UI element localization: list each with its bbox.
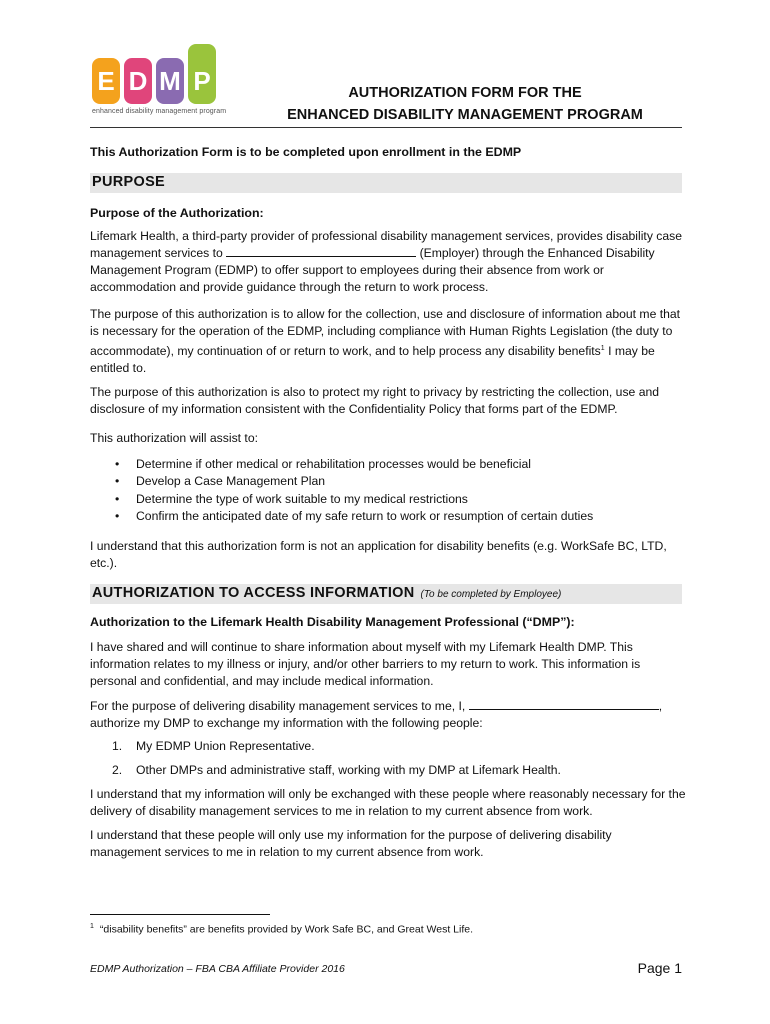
purpose-paragraph-4: This authorization will assist to:	[90, 431, 258, 445]
logo-letter-p: P	[193, 66, 211, 96]
list-item: • Determine if other medical or rehabilitation processes would be beneficial	[90, 456, 593, 473]
purpose-subheading: Purpose of the Authorization:	[90, 206, 264, 220]
logo-letter-d: D	[128, 66, 148, 96]
footnote-ref: 1	[600, 345, 605, 352]
purpose-paragraph-3: The purpose of this authorization is also to protect my right to privacy by restricting the collection, use and disclosure of my information consistent with the Confidentiality Policy that forms part of the EDMP.	[90, 385, 660, 416]
list-item: • Confirm the anticipated date of my safe return to work or resumption of certain duties	[90, 508, 593, 525]
purpose-section-header	[90, 173, 682, 193]
people-list	[90, 738, 561, 786]
form-title	[250, 82, 680, 126]
purpose-paragraph-1	[90, 228, 686, 296]
authorization-paragraph-4: I understand that these people will only use my information for the purpose of delivering disability management services to me in relation to my current absence from work.	[90, 828, 612, 859]
list-item	[90, 738, 561, 762]
authorization-heading	[92, 585, 561, 601]
authorization-section-header	[90, 584, 682, 604]
authorization-paragraph-1: I have shared and will continue to share information about myself with my Lifemark Health DMP. This information relates to my illness or injury, and/or other barriers to my return to work. This information is personal and confidential, and may include medical information.	[90, 640, 641, 688]
purpose-paragraph-5: I understand that this authorization form is not an application for disability benefits (e.g. WorkSafe BC, LTD, etc.).	[90, 539, 667, 570]
employee-name-blank-field[interactable]	[469, 698, 659, 710]
authorization-subheading: Authorization to the Lifemark Health Disability Management Professional (“DMP”):	[90, 615, 575, 629]
footnote-divider	[90, 914, 270, 915]
list-item: • Develop a Case Management Plan	[90, 473, 593, 490]
footnote	[90, 923, 473, 936]
authorization-heading-text: AUTHORIZATION TO ACCESS INFORMATION	[92, 585, 415, 601]
list-text: Other DMPs and administrative staff, working with my DMP at Lifemark Health.	[136, 763, 561, 777]
purpose-p2-text-a: The purpose of this authorization is to allow for the collection, use and disclosure of information about me that is necessary for the operation of the EDMP, including compliance with Human Rights Legislation (the duty to accommodate), my continuation of or return to work, and to help process any disability benefits	[90, 307, 681, 359]
authorization-paragraph-3: I understand that my information will only be exchanged with these people where reasonably necessary for the delivery of disability management services to me in relation to my current absence from work.	[90, 787, 686, 818]
list-number: 2.	[112, 763, 123, 777]
authorization-paragraph-2	[90, 698, 686, 732]
purpose-p2-text-b: I may be entitled to.	[90, 344, 655, 376]
assist-list	[90, 456, 593, 526]
purpose-paragraph-2	[90, 306, 686, 377]
authorization-p2-text-c: authorize my DMP to exchange my information with the following people:	[90, 716, 483, 730]
purpose-p1-text-b: (Employer) through the Enhanced Disability Management Program (EDMP) to offer support to employees during their absence from work or accommodation and provide guidance through the return to work process.	[90, 246, 655, 294]
employer-blank-field[interactable]	[226, 245, 416, 257]
form-title-line2: ENHANCED DISABILITY MANAGEMENT PROGRAM	[287, 107, 643, 123]
logo-letter-e: E	[97, 66, 115, 96]
footer-document-id: EDMP Authorization – FBA CBA Affiliate Provider 2016	[90, 963, 345, 975]
list-text: My EDMP Union Representative.	[136, 739, 315, 753]
footnote-number: 1	[90, 923, 94, 930]
authorization-p2-comma: ,	[658, 699, 663, 713]
authorization-heading-note: (To be completed by Employee)	[420, 589, 562, 600]
list-item: • Determine the type of work suitable to my medical restrictions	[90, 491, 593, 508]
form-title-line1: AUTHORIZATION FORM FOR THE	[348, 85, 582, 101]
list-item	[90, 762, 561, 786]
logo-tagline: enhanced disability management program	[92, 108, 227, 115]
list-number: 1.	[112, 739, 123, 753]
title-divider	[90, 127, 682, 128]
footnote-text: “disability benefits” are benefits provided by Work Safe BC, and Great West Life.	[99, 923, 474, 936]
authorization-p2-text-a: For the purpose of delivering disability management services to me, I,	[90, 699, 466, 713]
purpose-p1-text-a: Lifemark Health, a third-party provider of professional disability management services, provides disability case management services to	[90, 229, 683, 260]
logo-letter-m: M	[159, 66, 181, 96]
intro-statement: This Authorization Form is to be completed upon enrollment in the EDMP	[90, 145, 522, 159]
purpose-heading: PURPOSE	[92, 174, 166, 190]
page-number: Page 1	[637, 960, 682, 976]
